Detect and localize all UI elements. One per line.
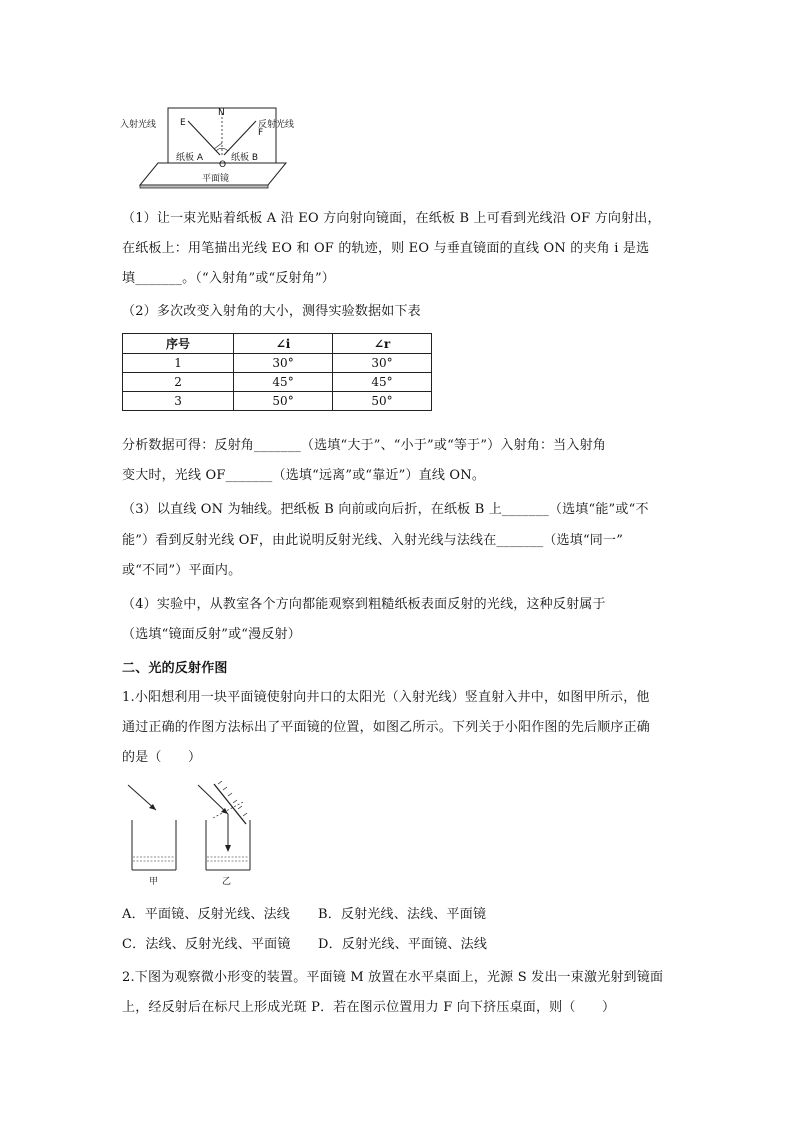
q3-line2: 能”）看到反射光线 OF，由此说明反射光线、入射光线与法线在_______（选填“同一” (122, 533, 624, 548)
table-cell: 2 (123, 373, 234, 392)
incident-ray-label: 入射光线 (120, 120, 157, 130)
table-row (123, 373, 432, 392)
table-row (123, 354, 432, 373)
mirror-label: 平面镜 (202, 174, 230, 184)
well-figure-yi (198, 781, 250, 887)
q4-line2: （选填“镜面反射”或“漫反射） (122, 627, 301, 642)
table-cell: 50° (333, 392, 432, 411)
option-c: C．法线、反射光线、平面镜 (122, 937, 291, 952)
option-a: A．平面镜、反射光线、法线 (122, 907, 290, 922)
table-header-angle-i: ∠i (234, 334, 333, 354)
q3-line3: 或“不同”）平面内。 (122, 563, 242, 578)
table-header-index: 序号 (123, 334, 234, 354)
table-cell: 45° (333, 373, 432, 392)
e-label: E (180, 118, 186, 128)
reflection-apparatus-figure (118, 105, 293, 190)
q1-line1: （1）让一束光贴着纸板 A 沿 EO 方向射向镜面，在纸板 B 上可看到光线沿 OF 方向射出， (122, 211, 661, 226)
q1-line3: 填_______。（“入射角”或“反射角”） (122, 271, 335, 286)
section2-heading: 二、光的反射作图 (122, 661, 228, 676)
board-b-label: 纸板 B (231, 153, 259, 163)
well-figures (118, 780, 268, 890)
reflected-ray-label: 反射光线 (258, 120, 295, 130)
p2-line2: 上，经反射后在标尺上形成光斑 P．若在图示位置用力 F 向下挤压桌面，则（ ） (122, 1000, 616, 1015)
fig-yi-label: 乙 (222, 877, 232, 887)
table-row (123, 392, 432, 411)
q3-line1: （3）以直线 ON 为轴线。把纸板 B 向前或向后折，在纸板 B 上_______（选填“能”或“不 (122, 502, 649, 517)
p1-line1: 1.小阳想利用一块平面镜使射向井口的太阳光（入射光线）竖直射入井中，如图甲所示，他 (122, 690, 650, 705)
table-cell: 30° (333, 354, 432, 373)
mirror-line (214, 784, 246, 824)
option-b: B．反射光线、法线、平面镜 (318, 907, 487, 922)
table-cell: 30° (234, 354, 333, 373)
f-label: F (258, 128, 264, 138)
table-cell: 1 (123, 354, 234, 373)
data-table (122, 333, 432, 411)
fig-jia-label: 甲 (149, 877, 159, 887)
table-cell: 3 (123, 392, 234, 411)
p2-line1: 2.下图为观察微小形变的装置。平面镜 M 放置在水平桌面上，光源 S 发出一束激光射到镜面 (122, 970, 664, 985)
p1-line3: 的是（ ） (122, 750, 202, 765)
o-label: O (219, 160, 227, 170)
analysis-line2: 变大时，光线 OF_______（选填“远离”或“靠近”）直线 ON。 (122, 468, 486, 483)
analysis-line1: 分析数据可得：反射角_______（选填“大于”、“小于”或“等于”）入射角：当入射角 (122, 438, 606, 453)
table-header-angle-r: ∠r (333, 334, 432, 354)
table-cell: 45° (234, 373, 333, 392)
q2-line1: （2）多次改变入射角的大小，测得实验数据如下表 (122, 304, 421, 319)
table-header-row (123, 334, 432, 354)
p1-line2: 通过正确的作图方法标出了平面镜的位置，如图乙所示。下列关于小阳作图的先后顺序正确 (122, 720, 651, 735)
well-figure-jia (128, 785, 176, 887)
q1-line2: 在纸板上：用笔描出光线 EO 和 OF 的轨迹，则 EO 与垂直镜面的直线 ON 的夹角 i 是选 (122, 241, 650, 256)
board-a-label: 纸板 A (176, 153, 204, 163)
table-cell: 50° (234, 392, 333, 411)
option-d: D．反射光线、平面镜、法线 (318, 937, 488, 952)
q4-line1: （4）实验中，从教室各个方向都能观察到粗糙纸板表面反射的光线，这种反射属于 (122, 597, 606, 612)
normal-label: N (218, 108, 225, 118)
